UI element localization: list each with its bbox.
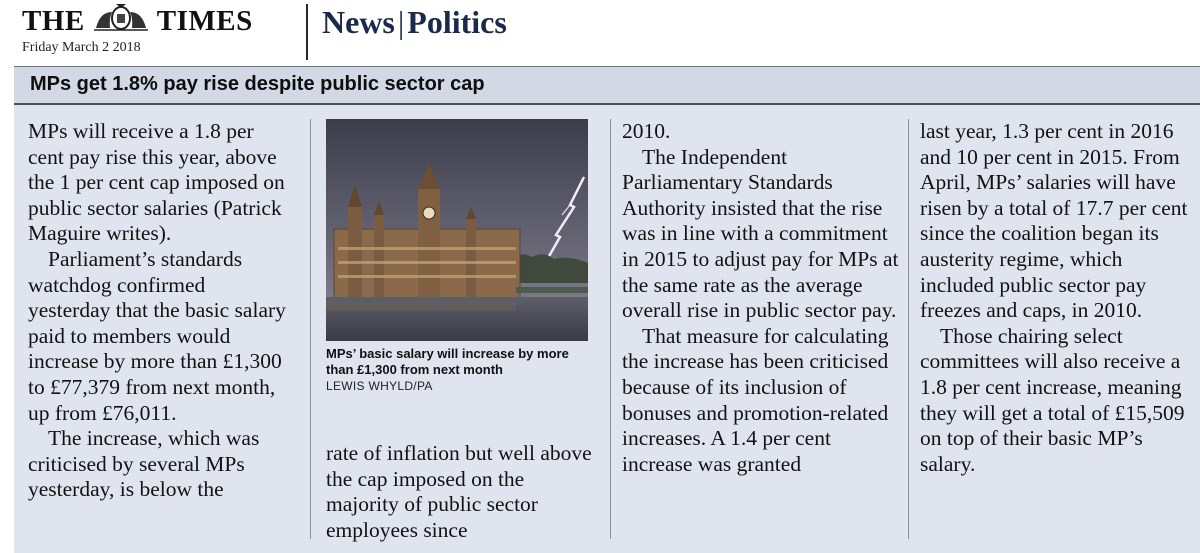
article-column-3	[622, 119, 900, 477]
times-logo	[22, 4, 302, 60]
paragraph: The increase, which was criticised by several MPs yesterday, is below the	[28, 426, 260, 502]
caption-text: MPs’ basic salary will increase by more than £1,300 from next month	[326, 346, 569, 377]
paragraph: That measure for calculating the increase has been criticised because of its inclusion of bonuses and promotion-related increases. A 1.4 per cent increase was granted	[622, 323, 889, 476]
section-news: News	[322, 4, 395, 40]
paragraph: Parliament’s standards watchdog confirmed yesterday that the basic salary paid to members would increase by more than £1,300 to £77,379 from next month, up from £76,011.	[28, 246, 286, 425]
article-clipping	[14, 66, 1200, 553]
paragraph: Those chairing select committees will also receive a 1.8 per cent increase, meaning they will get a total of £15,509 on top of their basic MP’s salary.	[920, 323, 1185, 476]
paragraph: 2010.	[622, 119, 671, 143]
article-column-4	[920, 119, 1190, 477]
paragraph: The Independent Parliamentary Standards Authority insisted that the rise was in line with a commitment in 2015 to adjust pay for MPs at the same rate as the average overall rise in public sector pay.	[622, 144, 899, 323]
paragraph: MPs will receive a 1.8 per cent pay rise this year, above the 1 per cent cap imposed on public sector salaries (Patrick Maguire writes).	[28, 119, 285, 246]
column-rule	[610, 119, 611, 539]
logo-word-left: THE	[22, 4, 85, 37]
paragraph: last year, 1.3 per cent in 2016 and 10 per cent in 2015. From April, MPs’ salaries will have risen by a total of 17.7 per cent since the coalition began its austerity regime, which included public sector pay freezes and caps, in 2010.	[920, 119, 1188, 323]
photo-credit: LEWIS WHYLD/PA	[326, 379, 433, 393]
section-label	[322, 4, 507, 41]
column-rule	[908, 119, 909, 539]
masthead	[0, 0, 1200, 62]
article-headline: MPs get 1.8% pay rise despite public sector cap	[30, 73, 485, 95]
photo-caption	[326, 346, 596, 394]
section-separator: |	[397, 4, 405, 40]
publication-date: Friday March 2 2018	[22, 40, 141, 55]
column-rule	[310, 119, 311, 539]
logo-word-right: TIMES	[156, 4, 253, 37]
masthead-divider	[306, 4, 308, 60]
royal-crest-icon	[90, 2, 152, 40]
paragraph: rate of inflation but well above the cap imposed on the majority of public sector employees since	[326, 441, 592, 542]
headline-bar	[14, 67, 1200, 105]
article-column-2	[326, 441, 600, 543]
article-column-1	[28, 119, 290, 503]
section-politics: Politics	[407, 4, 507, 40]
westminster-photo	[326, 119, 588, 341]
